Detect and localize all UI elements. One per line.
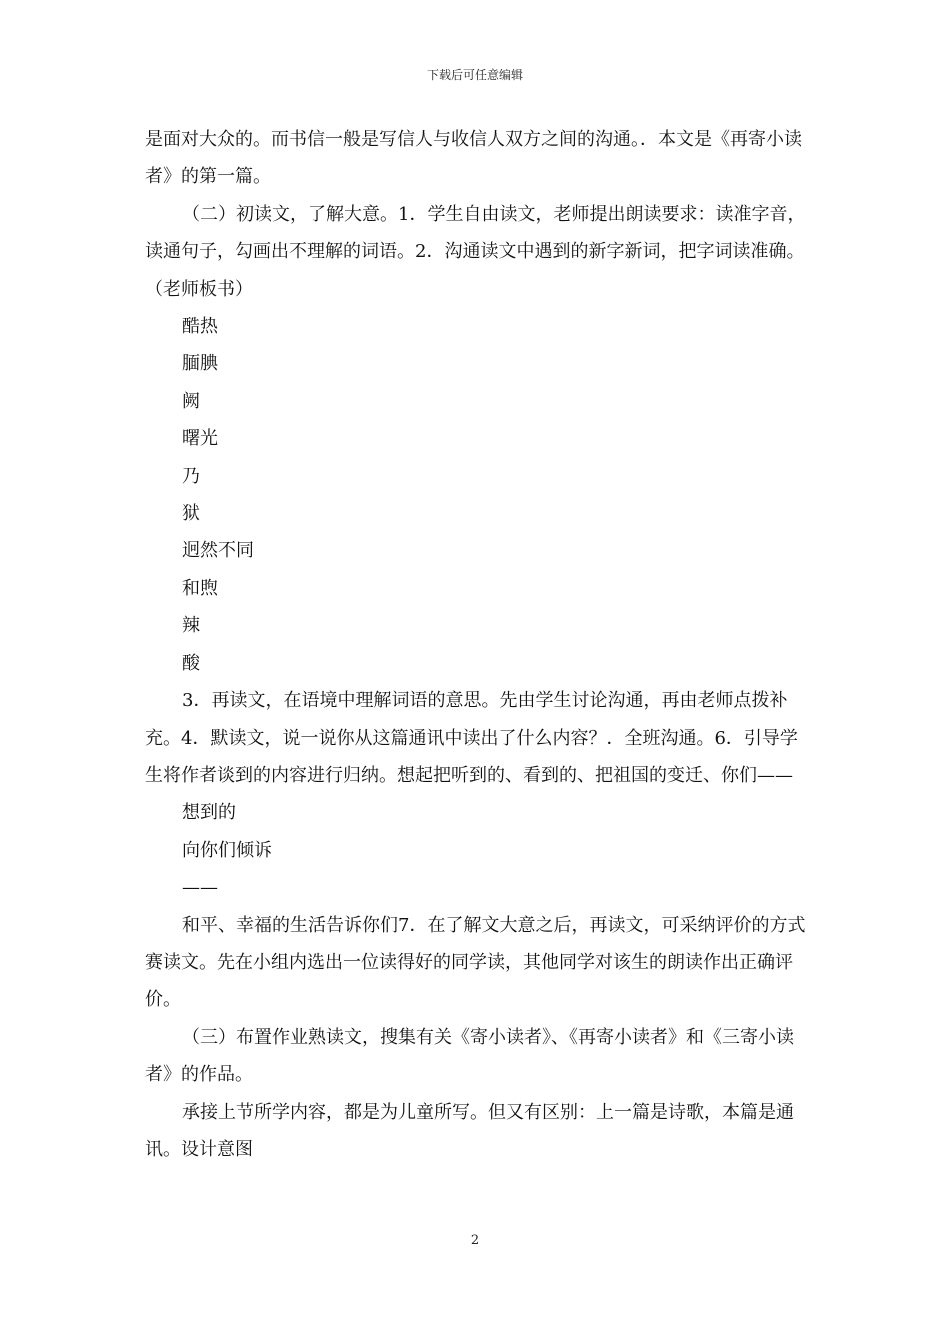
page-header: 下载后可任意编辑 — [426, 68, 523, 82]
paragraph-reread: 3．再读文，在语境中理解词语的意思。先由学生讨论沟通，再由老师点拨补充。4．默读文，说一说你从这篇通讯中读出了什么内容？．全班沟通。6．引导学生将作者谈到的内容进行归纳。想起把听到的、看到的、把祖国的变迁、你们—— — [145, 690, 798, 786]
vocabulary-list — [145, 308, 810, 682]
vocab-item: 酷热 — [182, 316, 218, 338]
vocab-item: 腼腆 — [182, 353, 218, 375]
document-body — [145, 121, 810, 1168]
line-tell-you: 向你们倾诉 — [182, 839, 272, 861]
paragraph-evaluation: 和平、幸福的生活告诉你们7．在了解文大意之后，再读文，可采纳评价的方式赛读文。先在小组内选出一位读得好的同学读，其他同学对该生的朗读作出正确评价。 — [145, 914, 806, 1011]
vocab-item: 辣 — [182, 615, 200, 637]
vocab-item: 狱 — [182, 503, 200, 525]
vocab-item: 阙 — [182, 390, 200, 412]
paragraph-letter-intro: 是面对大众的。而书信一般是写信人与收信人双方之间的沟通。．本文是《再寄小读者》的第一篇。 — [145, 129, 802, 188]
vocab-item: 迥然不同 — [182, 540, 254, 562]
vocab-item: 和煦 — [182, 577, 218, 599]
paragraph-first-reading: （二）初读文，了解大意。1．学生自由读文，老师提出朗读要求：读准字音，读通句子，勾画出不理解的词语。2．沟通读文中遇到的新字新词，把字词读准确。（老师板书） — [145, 203, 806, 300]
line-dash: —— — [182, 877, 218, 899]
line-thoughts: 想到的 — [182, 802, 236, 824]
vocab-item: 乃 — [182, 465, 200, 487]
paragraph-homework: （三）布置作业熟读文，搜集有关《寄小读者》、《再寄小读者》和《三寄小读者》的作品。 — [145, 1026, 794, 1086]
paragraph-design-intent: 承接上节所学内容，都是为儿童所写。但又有区别：上一篇是诗歌，本篇是通讯。设计意图 — [145, 1101, 794, 1160]
vocab-item: 曙光 — [182, 428, 218, 450]
vocab-item: 酸 — [182, 652, 200, 674]
page-number: 2 — [470, 1233, 480, 1248]
